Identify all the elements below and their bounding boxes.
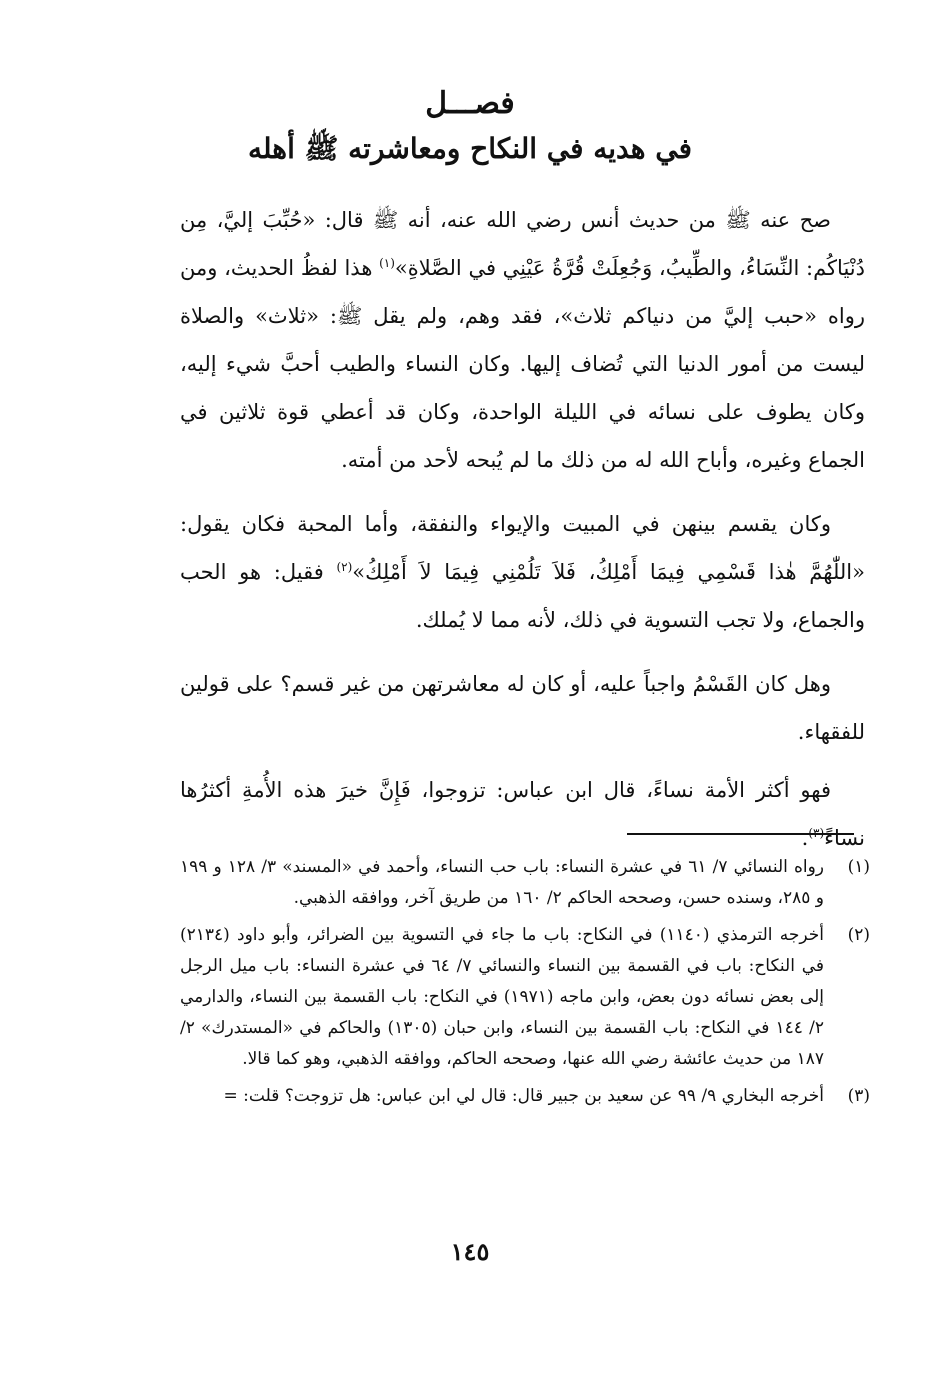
footnote-reference: (٢): [336, 560, 353, 574]
footnote-reference: (١): [379, 256, 395, 270]
paragraph-text: فقيل: هو الحب والجماع، ولا تجب التسوية في ذلك، لأنه مما لا يُملك.: [180, 560, 865, 632]
page-number: ١٤٥: [450, 1237, 490, 1266]
paragraph-text: هذا لفظُ الحديث، ومن رواه «حبب إليَّ من دنياكم ثلاث»، فقد وهم، ولم يقل ﷺ: «ثلاث» والصلاة ليست من أمور الدنيا التي تُضاف إليها. وكان النساء والطيب أحبَّ شيء إليه، وكان يطوف على نسائه في الليلة الواحدة، وكان قد أعطي قوة ثلاثين في الجماع وغيره، وأباح الله له من ذلك ما لم يُبحه لأحد من أمته.: [180, 256, 865, 472]
footnote-number: (١): [847, 857, 870, 877]
footnote-number: (٣): [847, 1086, 870, 1106]
paragraph-text: .: [801, 826, 809, 850]
section-heading: فصـــل: [425, 86, 515, 121]
footnote: [180, 852, 870, 914]
footnote-text: أخرجه الترمذي (١١٤٠) في النكاح: باب ما جاء في التسوية بين الضرائر، وأبو داود (٢١٣٤) في النكاح: باب في القسمة بين النساء والنسائي ٧/ ٦٤ في عشرة النساء: باب ميل الرجل إلى بعض نسائه دون بعض، وابن ماجه (١٩٧١) في النكاح: باب القسمة بين النساء، والدارمي ٢/ ١٤٤ في النكاح: باب القسمة بين النساء، وابن حبان (١٣٠٥) والحاكم في «المستدرك» ٢/ ١٨٧ من حديث عائشة رضي الله عنها، وصححه الحاكم، ووافقه الذهبي، وهو كما قالا.: [180, 925, 825, 1069]
footnote: [180, 1081, 870, 1112]
footnote-reference: (٣): [808, 826, 825, 840]
footnote-number: (٢): [847, 925, 870, 945]
paragraph: [180, 500, 865, 644]
footnote: [180, 920, 870, 1075]
footnote-text: أخرجه البخاري ٩/ ٩٩ عن سعيد بن جبير قال: قال لي ابن عباس: هل تزوجت؟ قلت: =: [223, 1086, 824, 1106]
chapter-title: في هديه في النكاح ومعاشرته ﷺ أهله: [248, 132, 692, 165]
paragraph-text: فهو أكثر الأمة نساءً، قال ابن عباس: تزوجوا، فَإِنَّ خيرَ هذه الأُمةِ أكثرُها نساءً: [180, 778, 865, 850]
paragraph: [180, 660, 865, 756]
main-text: [180, 196, 865, 878]
paragraph: [180, 766, 865, 862]
paragraph: [180, 196, 865, 484]
footnote-divider: [627, 833, 854, 835]
paragraph-text: وهل كان القَسْمُ واجباً عليه، أو كان له معاشرتهن من غير قسم؟ على قولين للفقهاء.: [180, 672, 865, 744]
footnote-text: رواه النسائي ٧/ ٦١ في عشرة النساء: باب حب النساء، وأحمد في «المسند» ٣/ ١٢٨ و ١٩٩ و ٢٨٥، وسنده حسن، وصححه الحاكم ٢/ ١٦٠ من طريق آخر، ووافقه الذهبي.: [180, 857, 825, 908]
paragraph-text: صح عنه ﷺ من حديث أنس رضي الله عنه، أنه ﷺ قال: «حُبِّبَ إليَّ، مِن دُنْيَاكُم: النِّسَاءُ، والطِّيبُ، وَجُعِلَتْ قُرَّةُ عَيْنِي في الصَّلاةِ»: [180, 208, 865, 280]
footnotes: [180, 852, 870, 1118]
paragraph-text: وكان يقسم بينهن في المبيت والإيواء والنفقة، وأما المحبة فكان يقول: «اللّٰهُمَّ هٰذا قَسْمِي فِيمَا أَمْلِكُ، فَلاَ تَلُمْنِي فِيمَا لاَ أَمْلِكُ»: [180, 512, 865, 584]
